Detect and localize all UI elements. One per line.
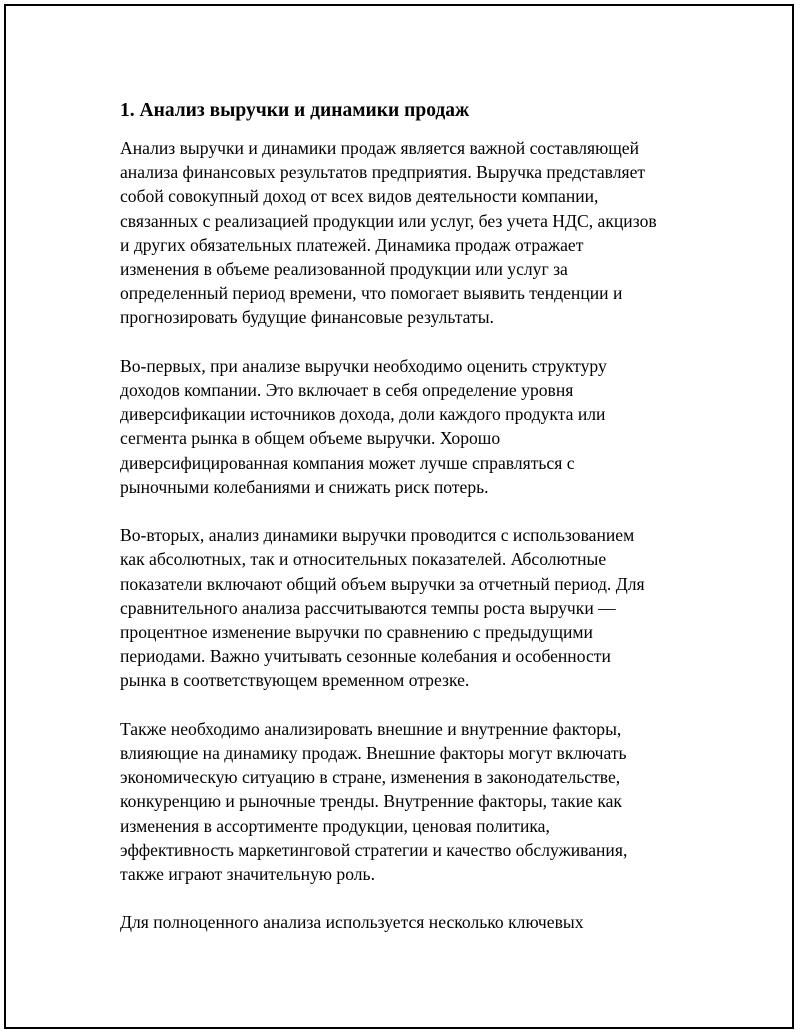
paragraph: [120, 717, 710, 886]
page-frame: [4, 4, 794, 1029]
text-line: диверсификации источников дохода, доли каждого продукта или: [120, 404, 606, 425]
text-line: доходов компании. Это включает в себя определение уровня: [120, 380, 574, 401]
text-line: изменения в ассортименте продукции, ценовая политика,: [120, 815, 550, 836]
text-line: сравнительного анализа рассчитываются темпы роста выручки —: [120, 597, 616, 618]
paragraph: [120, 910, 710, 934]
text-line: периодами. Важно учитывать сезонные колебания и особенности: [120, 646, 611, 667]
text-line: эффективность маркетинговой стратегии и качество обслуживания,: [120, 839, 628, 860]
paragraph-list: [120, 136, 710, 935]
text-line: прогнозировать будущие финансовые результаты.: [120, 307, 494, 328]
text-line: определенный период времени, что помогает выявить тенденции и: [120, 283, 623, 304]
text-line: конкуренцию и рыночные тренды. Внутренние факторы, такие как: [120, 791, 622, 812]
text-line: сегмента рынка в общем объеме выручки. Хорошо: [120, 428, 501, 449]
text-line: диверсифицированная компания может лучше справляться с: [120, 452, 575, 473]
text-line: анализа финансовых результатов предприятия. Выручка представляет: [120, 162, 646, 183]
text-line: рынка в соответствующем временном отрезке.: [120, 670, 470, 691]
text-line: Во-первых, при анализе выручки необходимо оценить структуру: [120, 355, 607, 376]
text-line: Для полноценного анализа используется несколько ключевых: [120, 912, 584, 933]
text-line: связанных с реализацией продукции или услуг, без учета НДС, акцизов: [120, 210, 657, 231]
text-line: процентное изменение выручки по сравнению с предыдущими: [120, 622, 593, 643]
text-line: также играют значительную роль.: [120, 864, 375, 885]
section-heading: 1. Анализ выручки и динамики продаж: [120, 100, 470, 121]
text-line: изменения в объеме реализованной продукции или услуг за: [120, 259, 568, 280]
text-line: Анализ выручки и динамики продаж является важной составляющей: [120, 138, 640, 158]
text-line: влияющие на динамику продаж. Внешние факторы могут включать: [120, 743, 627, 764]
text-line: Во-вторых, анализ динамики выручки проводится с использованием: [120, 525, 635, 546]
paragraph: [120, 523, 710, 692]
text-line: рыночными колебаниями и снижать риск потерь.: [120, 476, 489, 497]
text-line: собой совокупный доход от всех видов деятельности компании,: [120, 186, 599, 207]
paragraph: [120, 136, 710, 330]
text-line: Также необходимо анализировать внешние и внутренние факторы,: [120, 718, 622, 739]
text-line: показатели включают общий объем выручки за отчетный период. Для: [120, 573, 645, 594]
document-body: [120, 98, 710, 959]
text-line: как абсолютных, так и относительных показателей. Абсолютные: [120, 549, 607, 570]
text-line: и других обязательных платежей. Динамика продаж отражает: [120, 234, 584, 255]
paragraph: [120, 354, 710, 499]
text-line: экономическую ситуацию в стране, изменения в законодательстве,: [120, 767, 621, 788]
